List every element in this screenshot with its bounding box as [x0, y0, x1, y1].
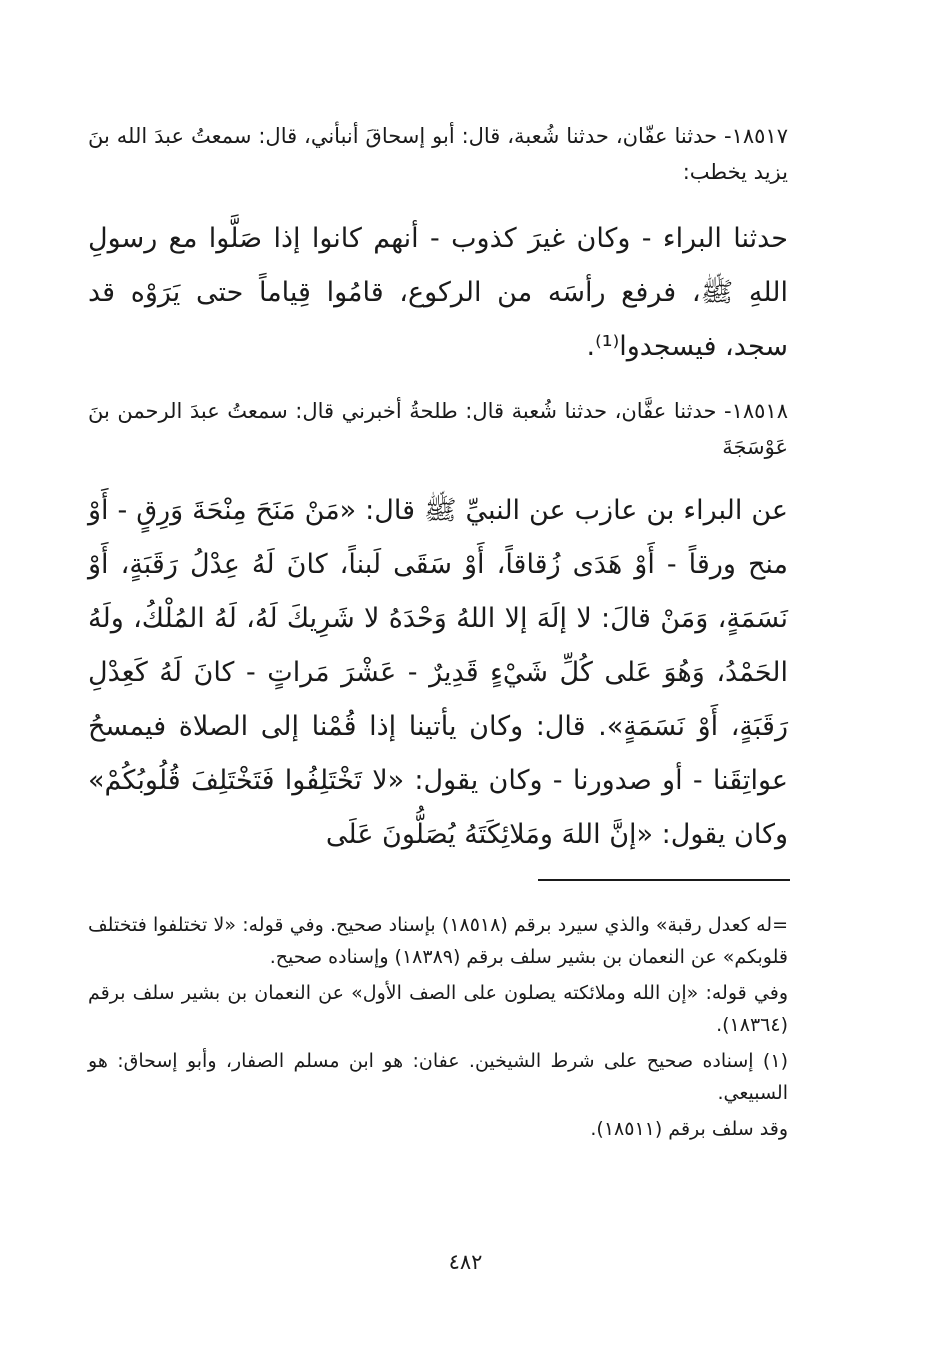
hadith-18518-isnad: ١٨٥١٨- حدثنا عفَّان، حدثنا شُعبة قال: طلحةُ أخبرني قال: سمعتُ عبدَ الرحمن بنَ عَوْسَجَةَ [88, 399, 788, 459]
footnote-continuation: =له كعدل رقبة» والذي سيرد برقم (١٨٥١٨) بإسناد صحيح. وفي قوله: «لا تختلفوا فتختلف قلوبكم» عن النعمان بن بشير سلف برقم (١٨٣٨٩) وإسناده صحيح. [88, 914, 788, 968]
hadith-18517-matn: حدثنا البراء - وكان غيرَ كذوب - أنهم كانوا إذا صَلَّوا مع رسولِ اللهِ ﷺ، فرفع رأسَه من الركوع، قامُوا قِياماً حتى يَرَوْه قد سجد، فيسجدوا⁽¹⁾. [88, 223, 788, 362]
footnotes [88, 909, 788, 1149]
footnote-1-note: وقد سلف برقم (١٨٥١١). [590, 1118, 788, 1140]
hadith-18517-isnad: ١٨٥١٧- حدثنا عفّان، حدثنا شُعبة، قال: أبو إسحاقَ أنبأني، قال: سمعتُ عبدَ الله بنَ يزيد يخطب: [88, 124, 788, 184]
footnote-1: (١) إسناده صحيح على شرط الشيخين. عفان: هو ابن مسلم الصفار، وأبو إسحاق: هو السبيعي. [88, 1050, 788, 1104]
footnote-separator [538, 879, 790, 881]
hadith-18518-matn: عن البراء بن عازب عن النبيِّ ﷺ قال: «مَنْ مَنَحَ مِنْحَةَ وَرِقٍ - أَوْ منح ورقاً - أَوْ هَدَى زُقاقاً، أَوْ سَقَى لَبناً، كانَ لَهُ عِدْلُ رَقَبَةٍ، أَوْ نَسَمَةٍ، وَمَنْ قالَ: لا إلَهَ إلا اللهُ وَحْدَهُ لا شَرِيكَ لَهُ، لَهُ المُلْكُ، ولَهُ الحَمْدُ، وَهُوَ عَلى كُلِّ شَيْءٍ قَدِيرٌ - عَشْرَ مَراتٍ - كانَ لَهُ كَعِدْلِ رَقَبَةٍ، أَوْ نَسَمَةٍ». قال: وكان يأتينا إذا قُمْنا إلى الصلاة فيمسحُ عواتِقَنا - أو صدورنا - وكان يقول: «لا تَخْتَلِفُوا فَتَخْتَلِفَ قُلُوبُكُمْ» وكان يقول: «إنَّ اللهَ ومَلائِكَتَهُ يُصَلُّونَ عَلَى [88, 495, 788, 850]
footnote-continuation-2: وفي قوله: «إن الله وملائكته يصلون على الصف الأول» عن النعمان بن بشير سلف برقم (١٨٣٦٤). [88, 982, 788, 1036]
page-number: ٤٨٢ [448, 1250, 483, 1274]
